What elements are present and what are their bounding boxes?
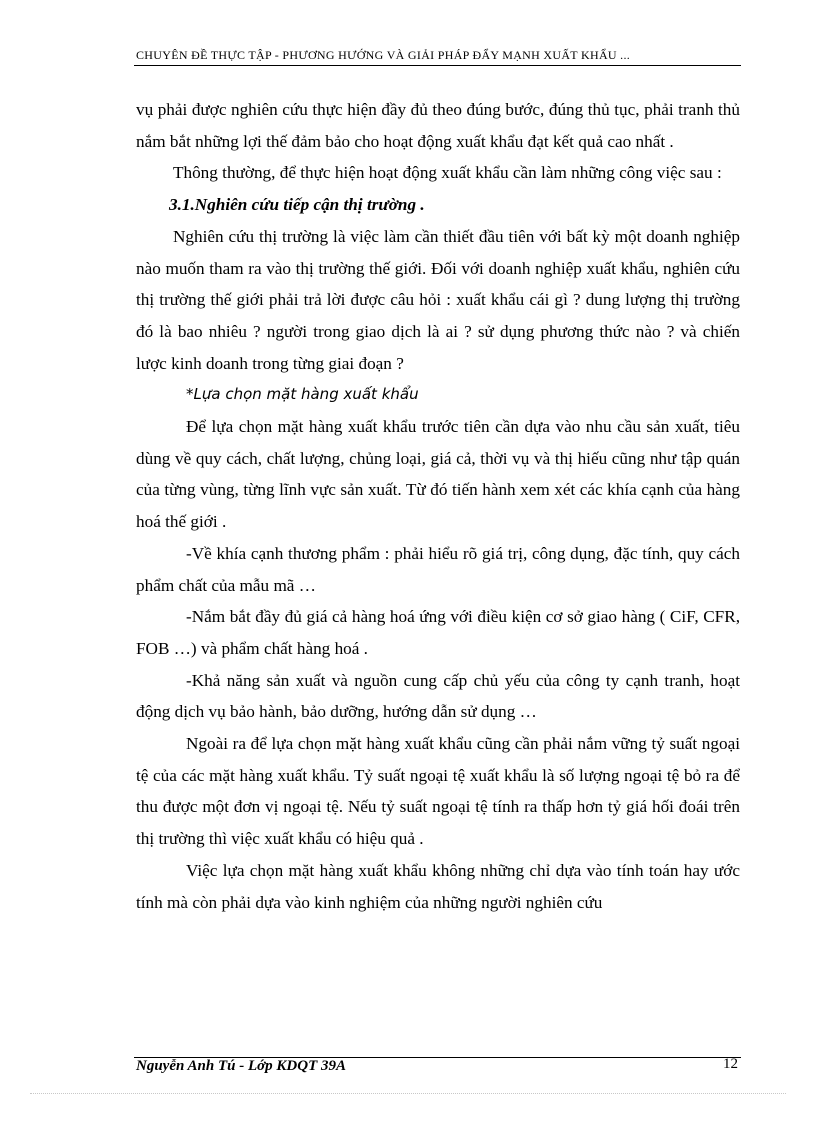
paragraph-2: Thông thường, để thực hiện hoạt động xuất khẩu cần làm những công việc sau :	[173, 163, 722, 183]
paragraph-7: -Khả năng sản xuất và nguồn cung cấp chủ yếu của công ty cạnh tranh, hoạt động dịch vụ bảo hành, bảo dưỡng, hướng dẫn sử dụng …	[136, 670, 740, 722]
section-heading: 3.1.Nghiên cứu tiếp cận thị trường .	[169, 195, 425, 215]
paragraph-8: Ngoài ra để lựa chọn mặt hàng xuất khẩu cũng cần phải nắm vững tỷ suất ngoại tệ của các mặt hàng xuất khẩu. Tỷ suất ngoại tệ xuất khẩu là số lượng ngoại tệ bỏ ra để thu được một đơn vị ngoại tệ. Nếu tỷ suất ngoại tệ tính ra thấp hơn tỷ giá hối đoái trên thị trường thì việc xuất khẩu có hiệu quả .	[136, 734, 740, 849]
document-body	[136, 94, 740, 918]
footer-author: Nguyễn Anh Tú - Lớp KDQT 39A	[136, 1058, 347, 1074]
paragraph-4: Để lựa chọn mặt hàng xuất khẩu trước tiên cần dựa vào nhu cầu sản xuất, tiêu dùng về quy cách, chất lượng, chủng loại, giá cả, thời vụ và thị hiếu cũng như tập quán của từng vùng, từng lĩnh vực sản xuất. Từ đó tiến hành xem xét các khía cạnh của hàng hoá thế giới .	[136, 417, 740, 532]
subsection-heading: *Lựa chọn mặt hàng xuất khẩu	[186, 385, 419, 404]
running-header: CHUYÊN ĐỀ THỰC TẬP - PHƯƠNG HƯỚNG VÀ GIẢI PHÁP ĐẨY MẠNH XUẤT KHẨU ...	[136, 48, 631, 62]
paragraph-3: Nghiên cứu thị trường là việc làm cần thiết đầu tiên với bất kỳ một doanh nghiệp nào muốn tham ra vào thị trường thế giới. Đối với doanh nghiệp xuất khẩu, nghiên cứu thị trường thế giới phải trả lời được câu hỏi : xuất khẩu cái gì ? dung lượng thị trường đó là bao nhiêu ? người trong giao dịch là ai ? sử dụng phương thức nào ? và chiến lược kinh doanh trong từng giai đoạn ?	[136, 226, 740, 373]
header-divider	[134, 65, 741, 66]
page-number: 12	[723, 1056, 738, 1072]
paragraph-1: vụ phải được nghiên cứu thực hiện đầy đủ theo đúng bước, đúng thủ tục, phải tranh thủ nắm bắt những lợi thế đảm bảo cho hoạt động xuất khẩu đạt kết quả cao nhất .	[136, 100, 740, 151]
paragraph-6: -Nắm bắt đầy đủ giá cả hàng hoá ứng với điều kiện cơ sở giao hàng ( CiF, CFR, FOB …) và phẩm chất hàng hoá .	[136, 607, 740, 658]
page-bottom-border	[30, 1093, 786, 1094]
paragraph-5: -Về khía cạnh thương phẩm : phải hiểu rõ giá trị, công dụng, đặc tính, quy cách phẩm chất của mẫu mã …	[136, 543, 740, 595]
paragraph-9: Việc lựa chọn mặt hàng xuất khẩu không những chỉ dựa vào tính toán hay ước tính mà còn phải dựa vào kinh nghiệm của những người nghiên cứu	[136, 860, 740, 912]
